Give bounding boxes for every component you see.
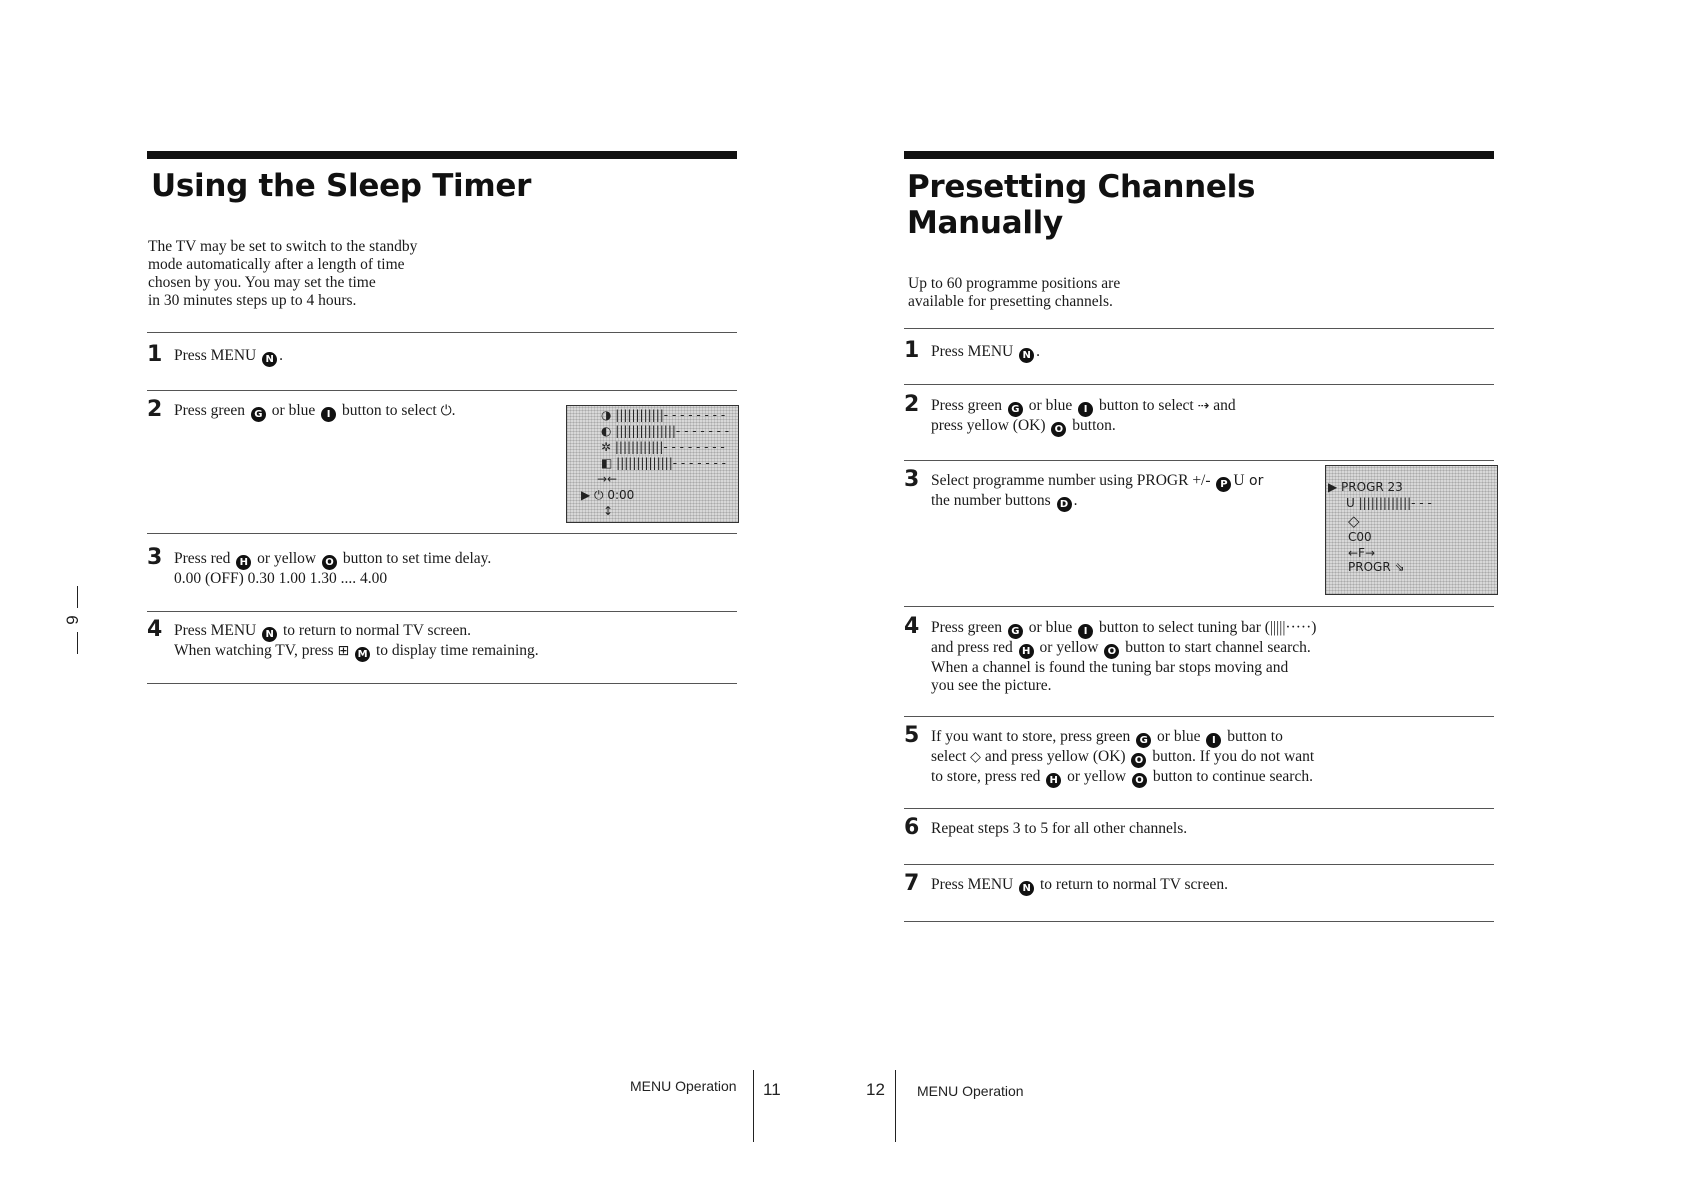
step-text: and press yellow (OK) <box>980 748 1130 765</box>
step-text: Press MENU <box>931 343 1018 360</box>
margin-line <box>77 586 78 608</box>
symbol-icon: ⇢ <box>1197 398 1210 414</box>
step-line <box>931 768 1314 788</box>
divider <box>147 390 737 391</box>
step-text: press yellow (OK) <box>931 417 1050 434</box>
symbol-icon: or <box>1244 473 1264 489</box>
osd-row: ▶ PROGR 23 <box>1328 480 1403 494</box>
remote-button-g-icon: G <box>251 407 266 422</box>
divider <box>904 716 1494 717</box>
remote-button-o-icon: O <box>322 555 337 570</box>
step-text: and <box>1209 397 1236 414</box>
step-text: or yellow <box>253 550 321 567</box>
step-line <box>931 417 1236 437</box>
step-line <box>174 622 539 642</box>
step-text: or blue <box>1153 728 1205 745</box>
remote-button-p-icon: P <box>1216 477 1231 492</box>
step-line <box>931 820 1187 838</box>
osd-row: ←F→ <box>1348 546 1376 560</box>
step-text: or blue <box>267 402 320 419</box>
step-text: Press green <box>931 619 1006 636</box>
osd-row: →← <box>597 472 618 486</box>
step-text: Press green <box>174 402 249 419</box>
right-title-bar <box>904 151 1494 159</box>
osd-row: ↕ <box>603 504 614 518</box>
remote-button-n-icon: N <box>1019 881 1034 896</box>
step-text: . <box>279 347 283 364</box>
step-line <box>174 570 491 588</box>
divider <box>904 460 1494 461</box>
divider <box>904 328 1494 329</box>
step-text: button. If you do not want <box>1148 748 1315 765</box>
remote-button-n-icon: N <box>262 627 277 642</box>
divider <box>147 332 737 333</box>
step-text: . <box>1036 343 1040 360</box>
remote-button-m-icon: M <box>355 647 370 662</box>
symbol-icon: ◇ <box>970 749 981 765</box>
sleep-timer-osd-screen <box>566 405 739 523</box>
remote-button-o-icon: O <box>1132 773 1147 788</box>
remote-button-g-icon: G <box>1136 733 1151 748</box>
osd-row: U |||||||||||||- - - <box>1346 496 1432 510</box>
step-text: you see the picture. <box>931 677 1052 694</box>
divider <box>904 384 1494 385</box>
remote-button-i-icon: I <box>321 407 336 422</box>
osd-row: C00 <box>1348 530 1372 544</box>
osd-row: ◇ <box>1348 512 1360 530</box>
step-text: button to select <box>338 402 441 419</box>
step-text: . <box>451 402 456 419</box>
remote-button-i-icon: I <box>1078 402 1093 417</box>
osd-row: ▶ ⏻ 0:00 <box>581 488 635 502</box>
divider <box>904 864 1494 865</box>
left-footer-label: MENU Operation <box>630 1078 737 1094</box>
step-text: button to <box>1223 728 1283 745</box>
remote-button-h-icon: H <box>236 555 251 570</box>
step-line <box>931 728 1314 748</box>
step-text: to display time remaining. <box>372 642 539 659</box>
step-text: 0.00 (OFF) 0.30 1.00 1.30 .... 4.00 <box>174 570 388 587</box>
step-line <box>931 659 1316 677</box>
right-page-number: 12 <box>866 1080 885 1099</box>
preset-channel-osd-screen <box>1325 465 1498 595</box>
remote-button-n-icon: N <box>262 352 277 367</box>
left-intro: The TV may be set to switch to the standby mode automatically after a length of time chosen by you. You may set the time in 30 minutes steps up to 4 hours. <box>148 238 418 309</box>
step-text: button. <box>1068 417 1116 434</box>
divider <box>904 606 1494 607</box>
margin-page-mark: 6 <box>62 615 82 625</box>
right-page-title: Presetting Channels Manually <box>907 169 1256 241</box>
remote-button-n-icon: N <box>1019 348 1034 363</box>
osd-row: ◧ ||||||||||||||- - - - - - - <box>601 456 726 470</box>
step-line <box>931 619 1316 639</box>
step-text: button to start channel search. <box>1121 639 1311 656</box>
step-text: Select programme number using PROGR +/- <box>931 472 1215 489</box>
divider <box>147 611 737 612</box>
step-line <box>931 472 1263 492</box>
step-text: or yellow <box>1063 768 1130 785</box>
step-text: If you want to store, press green <box>931 728 1135 745</box>
step-text: Press green <box>931 397 1006 414</box>
osd-row: PROGR ⇘ <box>1348 560 1405 574</box>
step-line <box>931 492 1263 512</box>
step-text: or blue <box>1024 619 1077 636</box>
divider <box>147 683 737 684</box>
left-page-number: 11 <box>763 1080 781 1099</box>
step-line <box>931 748 1314 768</box>
step-line <box>931 397 1236 417</box>
remote-button-g-icon: G <box>1008 402 1023 417</box>
step-text: and press red <box>931 639 1017 656</box>
step-text: button to set time delay. <box>339 550 492 567</box>
step-text: button to continue search. <box>1148 768 1313 785</box>
remote-button-d-icon: D <box>1057 497 1072 512</box>
step-text: to return to normal TV screen. <box>1036 876 1228 893</box>
left-title-bar <box>147 151 737 159</box>
symbol-icon: ⊞ <box>337 643 350 659</box>
right-footer-rule <box>895 1070 896 1142</box>
step-text: Press red <box>174 550 235 567</box>
remote-button-o-icon: O <box>1051 422 1066 437</box>
remote-button-o-icon: O <box>1104 644 1119 659</box>
right-intro: Up to 60 programme positions are available for presetting channels. <box>908 275 1121 310</box>
step-text: Press MENU <box>174 622 261 639</box>
step-line <box>174 550 491 570</box>
step-text: When a channel is found the tuning bar stops moving and <box>931 659 1289 676</box>
step-line <box>174 347 283 367</box>
step-line <box>174 642 539 662</box>
step-text: . <box>1073 492 1078 509</box>
step-line <box>174 402 456 422</box>
osd-row: ✲ ||||||||||||- - - - - - - - <box>601 440 725 454</box>
step-text <box>349 642 353 659</box>
step-text: select <box>931 748 971 765</box>
divider <box>904 808 1494 809</box>
step-text: to return to normal TV screen. <box>279 622 471 639</box>
step-text: U <box>1233 472 1245 489</box>
margin-line <box>77 632 78 654</box>
step-text: Press MENU <box>931 876 1018 893</box>
step-text: Repeat steps 3 to 5 for all other channels. <box>931 820 1188 837</box>
remote-button-h-icon: H <box>1046 773 1061 788</box>
step-text: Press MENU <box>174 347 261 364</box>
step-text: button to select tuning bar (|||||·····) <box>1095 619 1317 636</box>
remote-button-h-icon: H <box>1019 644 1034 659</box>
divider <box>904 921 1494 922</box>
step-line <box>931 639 1316 659</box>
osd-row: ◐ |||||||||||||||- - - - - - - <box>601 424 730 438</box>
left-footer-rule <box>753 1070 754 1142</box>
right-footer-label: MENU Operation <box>917 1083 1024 1099</box>
step-text: When watching TV, press <box>174 642 338 659</box>
divider <box>147 533 737 534</box>
step-line <box>931 677 1316 695</box>
step-text: or yellow <box>1035 639 1103 656</box>
remote-button-g-icon: G <box>1008 624 1023 639</box>
step-line <box>931 343 1040 363</box>
step-text: to store, press red <box>931 768 1045 785</box>
remote-button-i-icon: I <box>1206 733 1221 748</box>
left-page-title: Using the Sleep Timer <box>151 168 532 204</box>
remote-button-i-icon: I <box>1078 624 1093 639</box>
step-text: the number buttons <box>931 492 1055 509</box>
osd-row: ◑ ||||||||||||- - - - - - - - <box>601 408 726 422</box>
step-line <box>931 876 1228 896</box>
symbol-icon: ⏻ <box>440 403 452 419</box>
step-text: button to select <box>1095 397 1198 414</box>
step-text: or blue <box>1024 397 1077 414</box>
remote-button-o-icon: O <box>1131 753 1146 768</box>
